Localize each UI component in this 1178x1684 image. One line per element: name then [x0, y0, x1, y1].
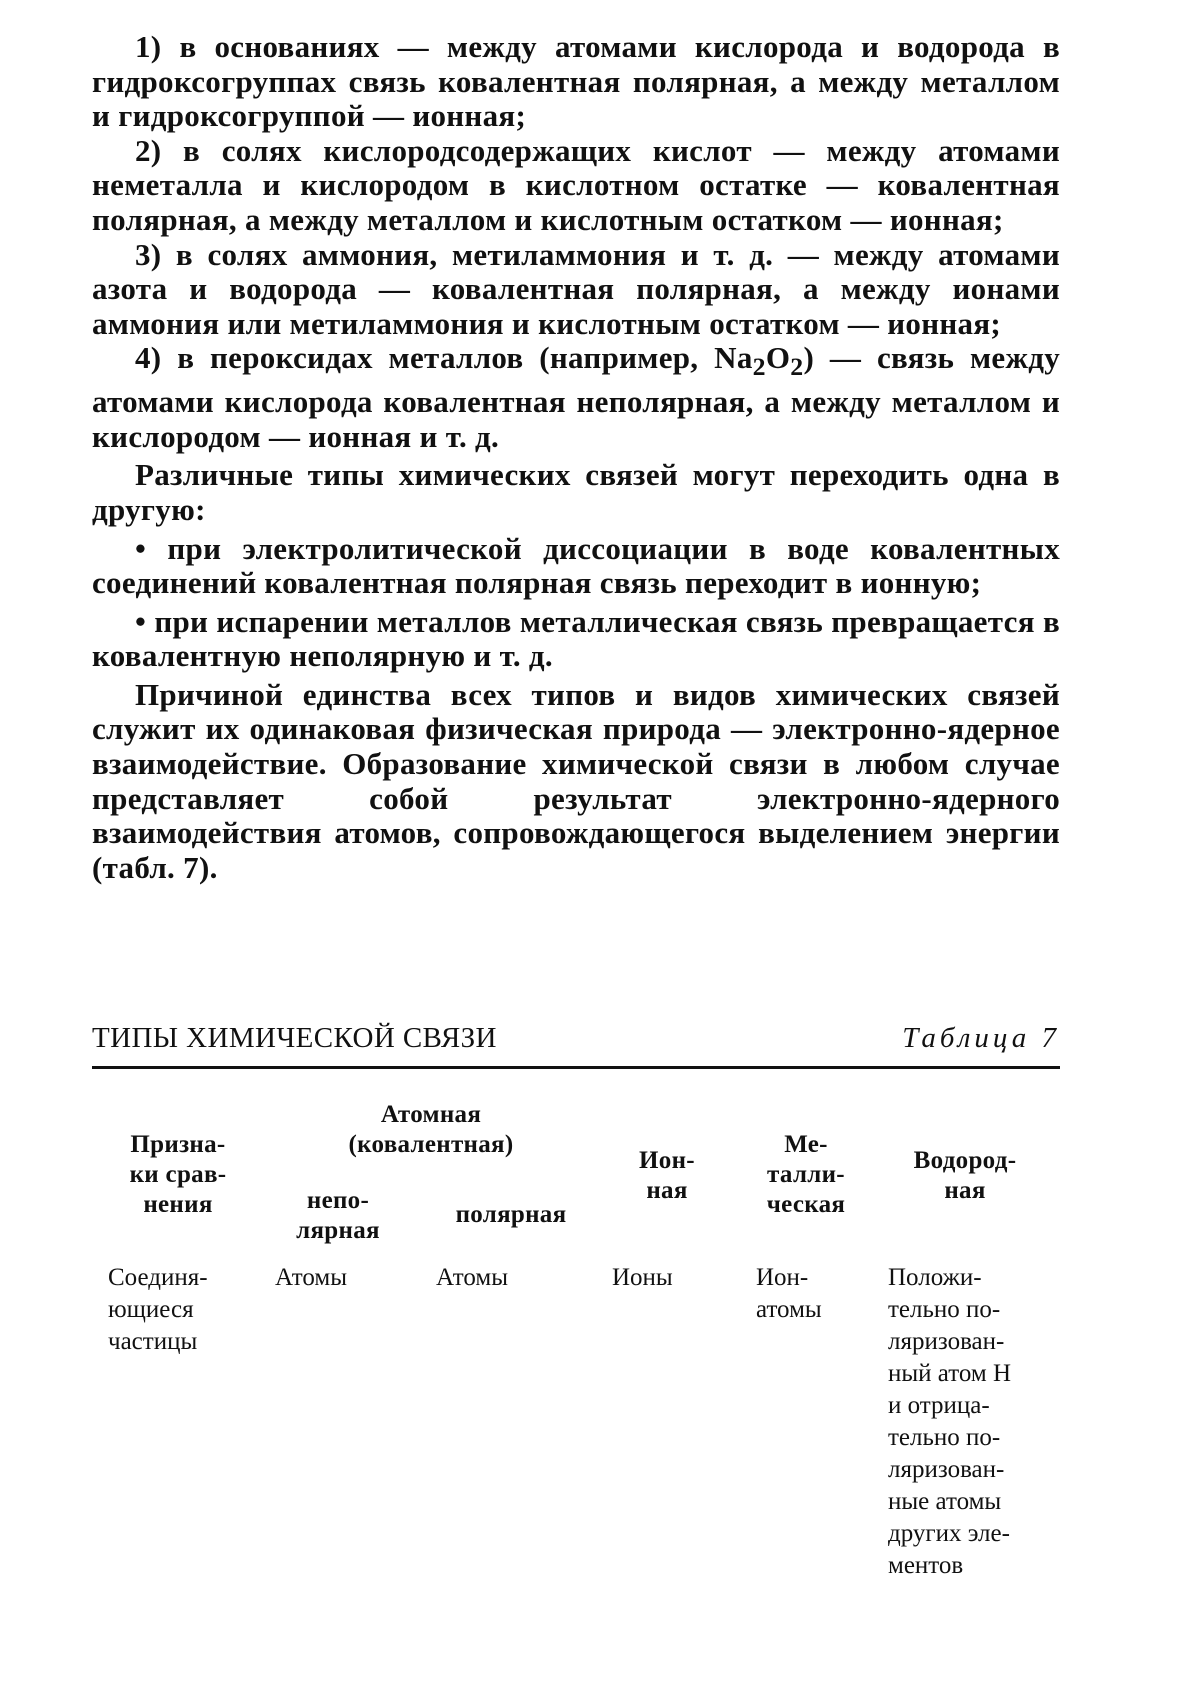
header-hydrogen: Водород- ная — [913, 1147, 1017, 1204]
peroxides-text-end: ) — связь между атомами кислорода ковалентная неполярная, а между металлом и кислородом — ионная и т. д. — [92, 340, 1060, 454]
cell-metallic-particles: Ион- атомы — [756, 1264, 822, 1323]
body-text — [92, 30, 1060, 885]
subscript-1: 2 — [752, 352, 766, 382]
header-atomic: Атомная (ковалентная) — [348, 1101, 514, 1158]
header-ionic: Ион- ная — [639, 1147, 695, 1204]
header-nonpolar: непо- лярная — [296, 1187, 380, 1244]
paragraph-bases: 1) в основаниях — между атомами кислорода и водорода в гидроксогруппах связь ковалентная полярная, а между металлом и гидроксогруппой — ионная; — [92, 29, 1060, 134]
header-metallic: Ме- талли- ческая — [766, 1131, 846, 1218]
paragraph-unity: Причиной единства всех типов и видов химических связей служит их одинаковая физическая природа — электронно-ядерное взаимодействие. Образование химической связи в любом случае представляет собой результат электронно-ядерного взаимодействия атомов, сопровождающегося выделением энергии (табл. 7). — [92, 676, 1060, 885]
cell-criteria-particles: Соединя- ющиеся частицы — [108, 1264, 208, 1355]
cell-polar-particles: Атомы — [436, 1264, 509, 1291]
paragraph-peroxides — [92, 341, 1060, 454]
bullet-evaporation: • при испарении металлов металлическая связь превращается в ковалентную неполярную и т. д. — [92, 603, 1060, 674]
subscript-2: 2 — [790, 352, 804, 382]
table-title: ТИПЫ ХИМИЧЕСКОЙ СВЯЗИ — [92, 1022, 497, 1054]
paragraph-salts-oxyacids: 2) в солях кислородсодержащих кислот — между атомами неметалла и кислородом в кислотном остатке — ковалентная полярная, а между металлом и кислотным остатком — ионная; — [92, 132, 1060, 237]
paragraph-ammonium-salts: 3) в солях аммония, метиламмония и т. д. — между атомами азота и водорода — ковалентная полярная, а между ионами аммония или метиламмония и кислотным остатком — ионная; — [92, 236, 1060, 341]
table-top-rule — [92, 1066, 1060, 1069]
table-heading — [92, 1022, 1060, 1055]
bullet-electrolytic: • при электролитической диссоциации в воде ковалентных соединений ковалентная полярная связь переходит в ионную; — [92, 530, 1060, 601]
header-polar: полярная — [455, 1201, 567, 1228]
peroxides-text-mid: O — [765, 340, 791, 376]
peroxides-text-start: 4) в пероксидах металлов (например, Na — [135, 340, 753, 376]
cell-hydrogen-particles: Положи- тельно по- ляризован- ный атом Н и отрица- тельно по- ляризован- ные атомы других эле- ментов — [888, 1264, 1011, 1579]
table-caption: Таблица 7 — [902, 1022, 1060, 1054]
cell-ionic-particles: Ионы — [612, 1264, 673, 1291]
cell-nonpolar-particles: Атомы — [275, 1264, 348, 1291]
header-criteria: Призна- ки срав- нения — [129, 1131, 227, 1218]
paragraph-transitions: Различные типы химических связей могут переходить одна в другую: — [92, 457, 1060, 527]
